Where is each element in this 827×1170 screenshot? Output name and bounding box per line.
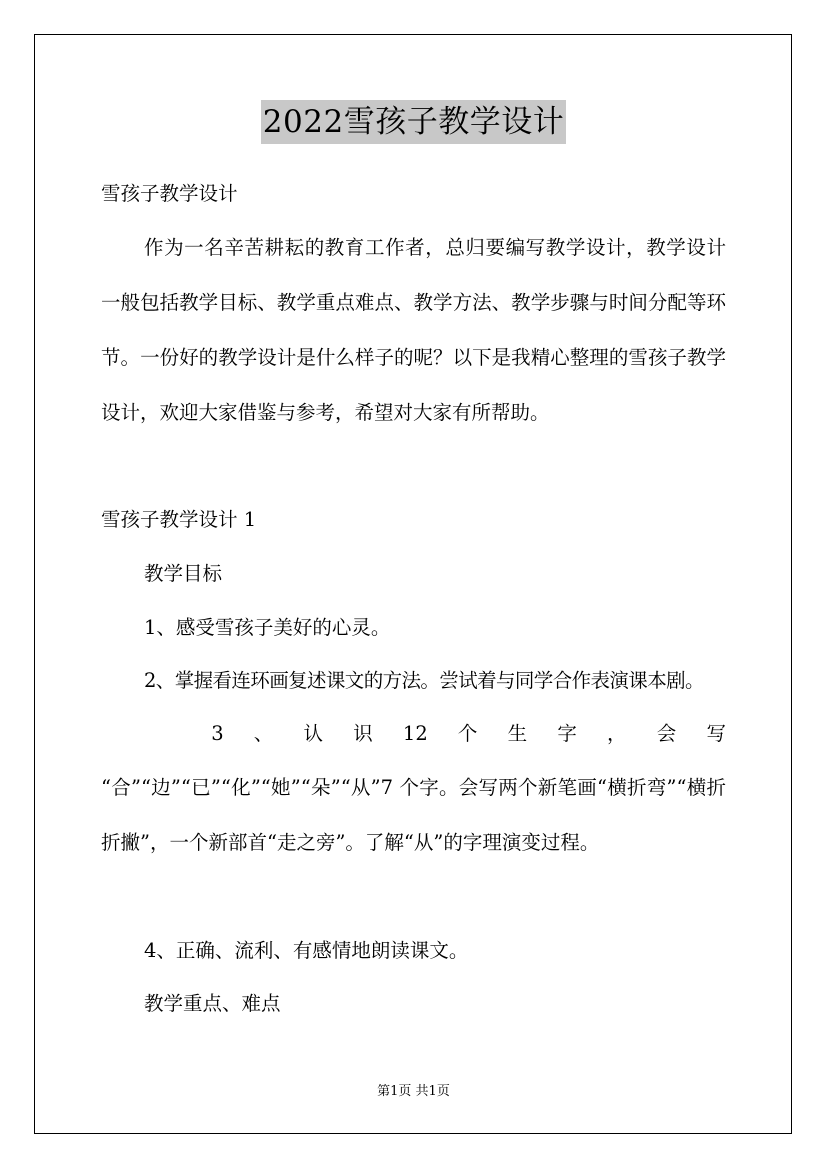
document-subtitle: 雪孩子教学设计	[101, 182, 238, 205]
goals-heading: 教学目标	[144, 562, 223, 585]
goal-3-token: 字	[557, 722, 577, 745]
goal-3-token: 认	[303, 722, 324, 745]
goal-3-token: 会	[656, 722, 677, 745]
goal-3-token: 生	[507, 722, 528, 745]
section-heading: 雪孩子教学设计 1	[101, 508, 257, 531]
goal-3-token: 12	[402, 722, 428, 745]
key-points-heading: 教学重点、难点	[144, 992, 281, 1015]
goal-3-token: 3	[211, 722, 224, 745]
title-area	[0, 100, 827, 144]
goal-3-token: 、	[253, 722, 274, 745]
goal-2: 2、掌握看连环画复述课文的方法。尝试着与同学合作表演课本剧。	[144, 669, 704, 692]
goal-3-token: 识	[353, 722, 373, 745]
goal-3-token: 个	[457, 722, 478, 745]
document-title: 2022雪孩子教学设计	[261, 100, 566, 144]
goal-3-token: 写	[706, 722, 726, 745]
goal-3-token: ，	[607, 722, 627, 745]
goal-4: 4、正确、流利、有感情地朗读课文。	[144, 939, 469, 962]
goal-3-first-line	[101, 720, 726, 748]
goal-1: 1、感受雪孩子美好的心灵。	[144, 616, 391, 639]
intro-paragraph: 作为一名辛苦耕耘的教育工作者，总归要编写教学设计，教学设计一般包括教学目标、教学重点难点、教学方法、教学步骤与时间分配等环节。一份好的教学设计是什么样子的呢？以下是我精心整理的雪孩子教学设计，欢迎大家借鉴与参考，希望对大家有所帮助。	[101, 236, 726, 424]
page-footer: 第1页 共1页	[377, 1084, 450, 1099]
goal-3-continuation: “合”“边”“已”“化”“她”“朵”“从”7 个字。会写两个新笔画“横折弯”“横折折撇”，一个新部首“走之旁”。了解“从”的字理演变过程。	[101, 776, 726, 854]
